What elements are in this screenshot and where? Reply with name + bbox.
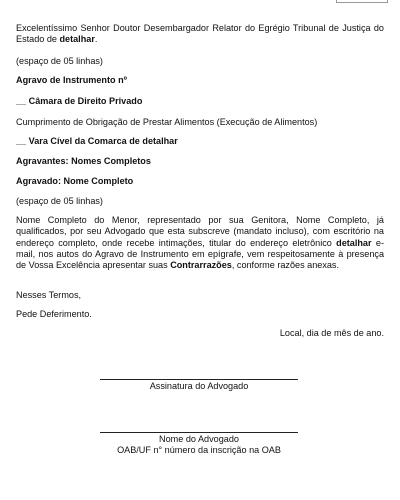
vara-line: [16, 136, 384, 147]
local-data: Local, dia de mês de ano.: [279, 328, 384, 338]
header-bold: detalhar: [59, 34, 95, 45]
header-paragraph: [16, 23, 384, 46]
oab-line: OAB/UF n° número da inscrição na OAB: [117, 445, 281, 455]
signature-label: Assinatura do Advogado: [149, 381, 249, 391]
lawyer-name: Nome do Advogado: [159, 434, 239, 444]
signature-line: [100, 379, 298, 380]
agravado-line: Agravado: Nome Completo: [16, 176, 134, 186]
name-line: [100, 432, 298, 433]
agravo-title: Agravo de Instrumento nº: [16, 75, 127, 85]
body-text-2: e-mail, nos autos do Agravo de Instrumento em epígrafe, vem respeitosamente à presença de Vossa Excelência apresentar suas: [16, 237, 384, 271]
vara-blank: __: [16, 136, 27, 146]
camara-blank: __: [16, 96, 27, 106]
camara-text: Câmara de Direito Privado: [28, 96, 143, 106]
vara-text: Vara Cível da Comarca de detalhar: [28, 136, 178, 146]
nesses-termos: Nesses Termos,: [16, 290, 82, 300]
body-text-1: Nome Completo do Menor, representado por sua Genitora, Nome Completo, já qualificados, por seu Advogado que esta subscreve (mandato incluso), com escritório na endereço completo, onde recebe intimações, titular do endereço eletrônico: [16, 215, 384, 248]
body-bold-2: Contrarrazões: [170, 260, 232, 271]
agravantes-line: Agravantes: Nomes Completos: [16, 156, 151, 166]
camara-line: [16, 96, 384, 107]
header-text: Excelentíssimo Senhor Doutor Desembargador Relator do Egrégio Tribunal de Justiça do Estado de: [16, 23, 384, 45]
body-paragraph: [16, 215, 384, 271]
cumprimento-line: Cumprimento de Obrigação de Prestar Alimentos (Execução de Alimentos): [16, 117, 318, 127]
space-note-2: (espaço de 05 linhas): [16, 196, 103, 206]
header-suffix: .: [94, 34, 98, 45]
cut-off-text: [16, 494, 384, 500]
body-text-3: , conforme razões anexas.: [231, 260, 340, 271]
pede-deferimento: Pede Deferimento.: [16, 309, 92, 319]
top-right-box: [336, 0, 388, 3]
body-bold-1: detalhar: [336, 237, 372, 248]
space-note-1: (espaço de 05 linhas): [16, 56, 103, 66]
